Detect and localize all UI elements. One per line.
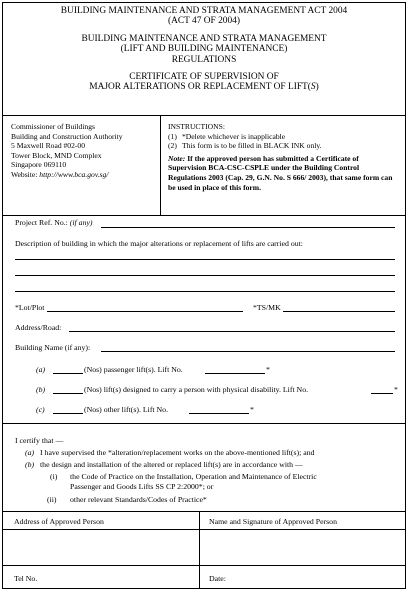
date-field[interactable]: [231, 568, 401, 586]
lot-plot-label: *Lot/Plot: [15, 303, 45, 312]
signature-table: [3, 511, 405, 589]
ts-mk-label: *TS/MK: [253, 303, 281, 312]
approved-person-address-label: Address of Approved Person: [14, 517, 104, 526]
address-road-field[interactable]: [69, 331, 395, 332]
description-field-line-1[interactable]: [15, 259, 395, 260]
item-c-label: (c): [36, 405, 45, 414]
item-a-label: (a): [36, 365, 46, 374]
description-field-line-2[interactable]: [15, 275, 395, 276]
item-a-lift-no-field[interactable]: [205, 373, 265, 374]
form-header: [3, 3, 405, 116]
tel-no-field[interactable]: [43, 568, 197, 586]
item-b-label: (b): [36, 385, 46, 394]
instruction-note: Note: If the approved person has submitted a Certificate of Supervision BCA-CSC-CSPLE under the Building Control Regulations 2003 (Cap. 29, G.N. No. S 666/ 2003), that same form can be used in place of this form.: [168, 153, 393, 192]
approved-person-name-label: Name and Signature of Approved Person: [209, 517, 337, 526]
address-road-label: Address/Road:: [15, 323, 62, 332]
item-a-text: (Nos) passenger lift(s). Lift No.: [84, 365, 183, 374]
approved-person-signature-field[interactable]: [201, 531, 403, 563]
certify-intro: I certify that —: [15, 436, 64, 445]
address-line: Singapore 069110: [11, 160, 67, 170]
lot-plot-field[interactable]: [47, 311, 243, 312]
certify-b-text: the design and installation of the altered or replaced lift(s) are in accordance with —: [40, 460, 303, 469]
authority-address: [3, 116, 161, 215]
approved-person-address-field[interactable]: [5, 531, 197, 563]
building-name-field[interactable]: [101, 351, 395, 352]
instructions-box: [161, 116, 405, 215]
info-row: [3, 116, 405, 216]
act-title: BUILDING MAINTENANCE AND STRATA MANAGEMENT ACT 2004: [60, 6, 348, 16]
address-line: Building and Construction Authority: [11, 131, 123, 141]
address-line: 5 Maxwell Road #02-00: [11, 141, 86, 151]
section-divider: [3, 423, 405, 424]
project-ref-field[interactable]: [101, 227, 395, 228]
project-ref-label: Project Ref. No.: (if any): [15, 218, 93, 227]
address-line: Tower Block, MND Complex: [11, 150, 102, 160]
certify-a-text: I have supervised the *alteration/replacement works on the above-mentioned lift(s); and: [40, 448, 315, 457]
description-field-line-3[interactable]: [15, 291, 395, 292]
building-name-label: Building Name (if any):: [15, 343, 91, 352]
item-c-text: (Nos) other lift(s). Lift No.: [84, 405, 169, 414]
tel-no-label: Tel No.: [14, 574, 38, 583]
date-label: Date:: [209, 574, 226, 583]
certify-i-text-2: Passenger and Goods Lifts SS CP 2:2000*; or: [70, 482, 214, 491]
certificate-title: CERTIFICATE OF SUPERVISION OF: [129, 72, 279, 83]
certify-i-label: (i): [50, 472, 58, 481]
item-b-lift-no-field[interactable]: [371, 393, 393, 394]
certify-ii-text: other relevant Standards/Codes of Practice*: [70, 495, 207, 504]
act-number: (ACT 47 OF 2004): [168, 16, 240, 27]
regulations-title: BUILDING MAINTENANCE AND STRATA MANAGEMENT: [81, 33, 327, 44]
instructions-title: INSTRUCTIONS:: [168, 122, 225, 131]
instruction-item: (1) *Delete whichever is inapplicable: [168, 131, 286, 141]
certify-b-label: (b): [25, 460, 35, 469]
certify-a-label: (a): [25, 448, 35, 457]
certify-ii-label: (ii): [47, 495, 57, 504]
certify-i-text-1: the Code of Practice on the Installation, Operation and Maintenance of Electric: [70, 472, 317, 481]
item-c-lift-no-field[interactable]: [189, 413, 249, 414]
website-link[interactable]: http://www.bca.gov.sg/: [39, 169, 109, 179]
item-b-star: *: [394, 385, 398, 394]
item-b-count-field[interactable]: [53, 393, 83, 394]
certificate-form: [2, 2, 406, 589]
item-a-count-field[interactable]: [53, 373, 83, 374]
certificate-subtitle: MAJOR ALTERATIONS OR REPLACEMENT OF LIFT(S): [89, 82, 319, 93]
regulations-label: REGULATIONS: [171, 54, 237, 65]
regulations-subtitle: (LIFT AND BUILDING MAINTENANCE): [120, 44, 288, 55]
item-a-star: *: [266, 365, 270, 374]
item-c-star: *: [250, 405, 254, 414]
description-label: Description of building in which the major alterations or replacement of lifts are carried out:: [15, 239, 303, 248]
website-line: Website: http://www.bca.gov.sg/: [11, 169, 109, 179]
address-line: Commissioner of Buildings: [11, 122, 95, 131]
item-c-count-field[interactable]: [53, 413, 83, 414]
instruction-item: (2) This form is to be filled in BLACK INK only.: [168, 141, 322, 151]
ts-mk-field[interactable]: [283, 311, 395, 312]
item-b-text: (Nos) lift(s) designed to carry a person with physical disability. Lift No.: [84, 385, 309, 394]
